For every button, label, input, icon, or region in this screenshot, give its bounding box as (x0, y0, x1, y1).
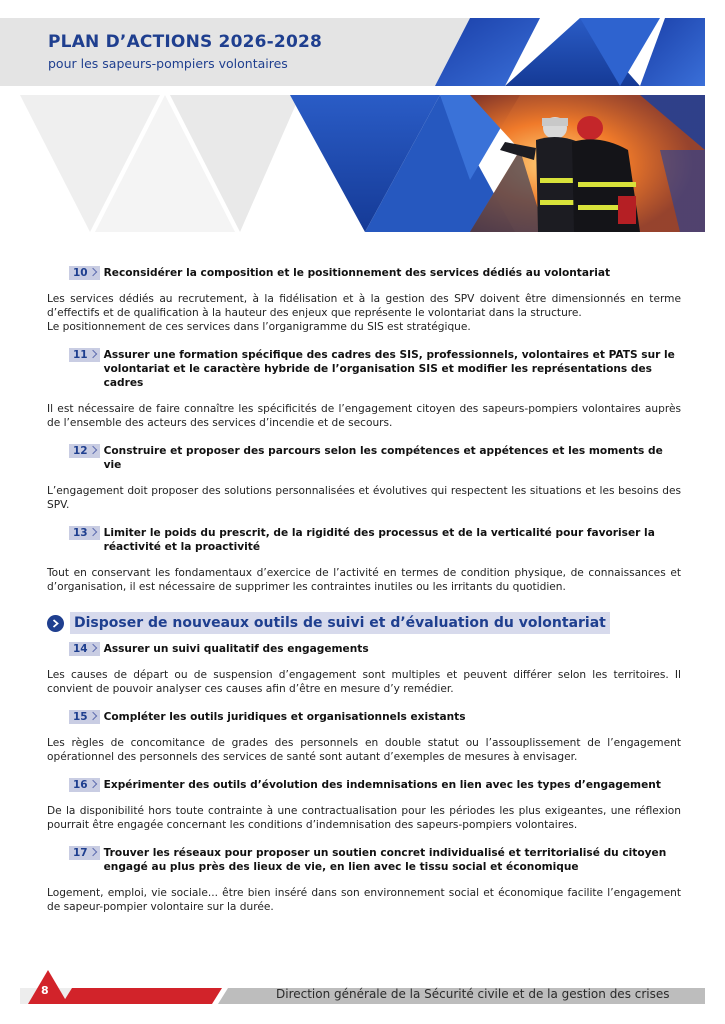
action-title: Expérimenter des outils d’évolution des indemnisations en lien avec les types d’engagement (103, 779, 661, 791)
paragraph: Tout en conservant les fondamentaux d’exercice de l’activité en termes de condition physique, de connaissances et d’organisation, il est nécessaire de supprimer les contraintes inutiles ou les irritants du quotidien. (47, 567, 681, 593)
header-banner (0, 0, 725, 240)
action-number-badge: 14 (69, 642, 100, 656)
action-number-badge: 11 (69, 348, 100, 362)
action-number-badge: 17 (69, 846, 100, 860)
paragraph: Les causes de départ ou de suspension d’engagement sont multiples et peuvent différer selon les territoires. Il convient de pouvoir analyser ces causes afin d’être en mesure d’y remédier. (47, 669, 681, 695)
action-item-13 (69, 526, 681, 554)
action-title: Trouver les réseaux pour proposer un soutien concret individualisé et territorialisé du citoyen engagé au plus près des lieux de vie, en lien avec le tissu social et économique (103, 847, 667, 873)
action-item-11 (69, 348, 681, 390)
action-title: Limiter le poids du prescrit, de la rigidité des processus et de la verticalité pour favoriser la réactivité et la proactivité (103, 527, 655, 553)
chevron-right-icon (88, 712, 96, 720)
page-subtitle: pour les sapeurs-pompiers volontaires (48, 56, 288, 71)
section-heading (47, 612, 681, 634)
action-number-badge: 10 (69, 266, 100, 280)
action-title: Assurer une formation spécifique des cadres des SIS, professionnels, volontaires et PATS sur le volontariat et le caractère hybride de l’organisation SIS et modifier les représentations des cadres (103, 349, 675, 389)
action-item-10 (69, 266, 681, 280)
paragraph: Les règles de concomitance de grades des personnels en double statut ou l’assouplissement de l’engagement opérationnel des personnels des services de santé sont autant d’exemples de mesures à envisager. (47, 737, 681, 763)
paragraph: De la disponibilité hors toute contrainte à une contractualisation pour les périodes les plus exigeantes, une réflexion pourrait être engagée concernant les conditions d’indemnisation des sapeurs-pompiers volontaires. (47, 805, 681, 831)
action-title: Compléter les outils juridiques et organisationnels existants (103, 711, 466, 723)
paragraph: Les services dédiés au recrutement, à la fidélisation et à la gestion des SPV doivent être dimensionnés en terme d’effectifs et de qualification à la hauteur des enjeux que représente le volontariat dans la structure. Le positionnement de ces services dans l’organigramme du SIS est stratégique. (47, 293, 681, 333)
action-title: Assurer un suivi qualitatif des engagements (103, 643, 369, 655)
action-item-12 (69, 444, 681, 472)
title-block (48, 32, 322, 71)
paragraph: L’engagement doit proposer des solutions personnalisées et évolutives qui respectent les situations et les besoins des SPV. (47, 485, 681, 511)
footer (0, 960, 725, 1024)
action-item-17 (69, 846, 681, 874)
chevron-right-icon (88, 780, 96, 788)
action-number-badge: 13 (69, 526, 100, 540)
main-content (47, 266, 681, 928)
action-number-badge: 15 (69, 710, 100, 724)
chevron-right-icon (88, 350, 96, 358)
chevron-right-icon (88, 528, 96, 536)
section-title: Disposer de nouveaux outils de suivi et d’évaluation du volontariat (70, 612, 610, 634)
footer-text: Direction générale de la Sécurité civile et de la gestion des crises (276, 987, 670, 1001)
chevron-right-icon (88, 644, 96, 652)
page-number: 8 (41, 984, 49, 997)
chevron-right-icon (88, 446, 96, 454)
page-title: PLAN D’ACTIONS 2026-2028 (48, 32, 323, 52)
paragraph: Il est nécessaire de faire connaître les spécificités de l’engagement citoyen des sapeurs-pompiers volontaires auprès de l’ensemble des acteurs des services d’incendie et de secours. (47, 403, 681, 429)
chevron-right-icon (88, 848, 96, 856)
action-item-14 (69, 642, 681, 656)
action-title: Construire et proposer des parcours selon les compétences et appétences et les moments de vie (103, 445, 663, 471)
action-title: Reconsidérer la composition et le positionnement des services dédiés au volontariat (103, 267, 611, 279)
chevron-right-icon (88, 268, 96, 276)
action-number-badge: 16 (69, 778, 100, 792)
action-item-15 (69, 710, 681, 724)
action-number-badge: 12 (69, 444, 100, 458)
paragraph: Logement, emploi, vie sociale... être bien inséré dans son environnement social et économique facilite l’engagement de sapeur-pompier volontaire sur la durée. (47, 887, 681, 913)
action-item-16 (69, 778, 681, 792)
chevron-right-icon (47, 615, 64, 632)
